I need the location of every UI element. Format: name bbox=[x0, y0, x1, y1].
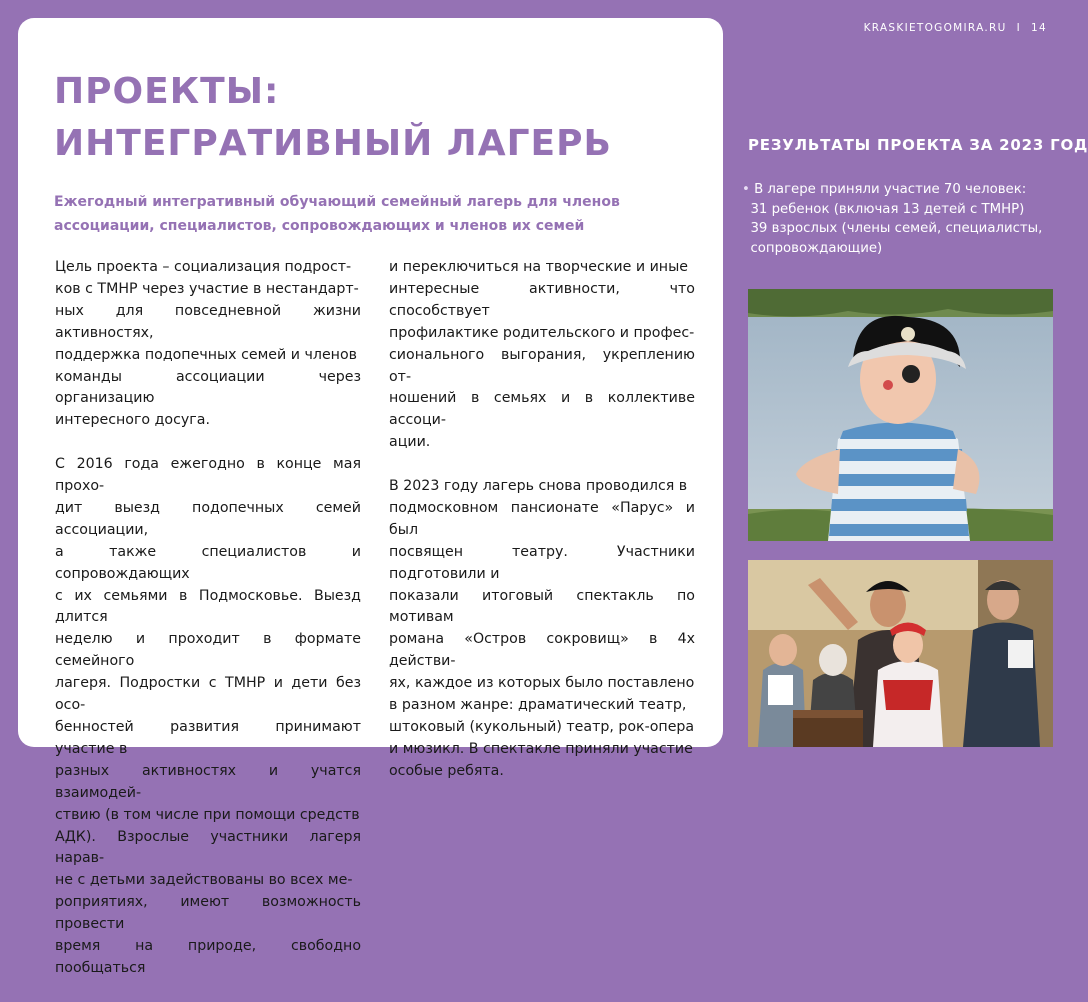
title-line-1: ПРОЕКТЫ: bbox=[54, 71, 280, 112]
results-line-3: 39 взрослых (члены семей, специалисты, bbox=[750, 221, 1043, 236]
right-paragraph-1: и переключиться на творческие и иные интересные активности, что способствует профилактике родительского и профес- сионального выгорания, укреплению от- ношений в семьях и в коллективе ассоци- ации. bbox=[389, 259, 695, 451]
photo-pirate-lake bbox=[748, 289, 1053, 541]
title-line-2: ИНТЕГРАТИВНЫЙ ЛАГЕРЬ bbox=[54, 123, 612, 164]
results-title: РЕЗУЛЬТАТЫ ПРОЕКТА ЗА 2023 ГОД bbox=[748, 136, 1088, 154]
right-paragraph-2: В 2023 году лагерь снова проводился в подмосковном пансионате «Парус» и был посвящен театру. Участники подготовили и показали итоговый спектакль по мотивам романа «Остров сокровищ» в 4х действи- ях, каждое из которых было поставлено в разном жанре: драматический театр, штоковый (кукольный) театр, рок-опера и мюзикл. В спектакле приняли участие особые ребята. bbox=[389, 478, 695, 779]
photo-pirate-lake-image bbox=[748, 289, 1053, 541]
right-column bbox=[389, 257, 695, 805]
results-line-2: 31 ребенок (включая 13 детей с ТМНР) bbox=[750, 201, 1025, 217]
results-list bbox=[742, 180, 1062, 258]
page-number: 14 bbox=[1031, 22, 1047, 34]
subtitle: Ежегодный интегративный обучающий семейный лагерь для членов ассоциации, специалистов, сопровождающих и членов их семей bbox=[54, 194, 620, 234]
photo-pirate-play-image bbox=[748, 560, 1053, 747]
header-separator: I bbox=[1016, 22, 1022, 34]
page-title bbox=[54, 66, 612, 170]
site-link[interactable]: KRASKIETOGOMIRA.RU bbox=[863, 22, 1007, 34]
left-paragraph-1: Цель проекта – социализация подрост- ков с ТМНР через участие в нестандарт- ных для повседневной жизни активностях, поддержка подопечных семей и членов команды ассоциации через организацию интересного досуга. bbox=[55, 259, 361, 429]
left-paragraph-2: С 2016 года ежегодно в конце мая прохо- дит выезд подопечных семей ассоциации, а также специалистов и сопровождающих с их семьями в Подмосковье. Выезд длится неделю и проходит в формате семейного лагеря. Подростки с ТМНР и дети без осо- бенностей развития принимают участие в разных активностях и учатся взаимодей- ствию (в том числе при помощи средств АДК). Взрослые участники лагеря нарав- не с детьми задействованы во всех ме- роприятиях, имеют возможность провести время на природе, свободно пообщаться bbox=[55, 456, 361, 976]
results-line-1: • В лагере приняли участие 70 человек: bbox=[742, 182, 1027, 197]
bullet-icon: • bbox=[742, 182, 750, 197]
left-column bbox=[55, 257, 361, 1002]
results-line-4: сопровождающие) bbox=[750, 240, 883, 256]
photo-pirate-play bbox=[748, 560, 1053, 747]
page-header bbox=[864, 22, 1047, 34]
